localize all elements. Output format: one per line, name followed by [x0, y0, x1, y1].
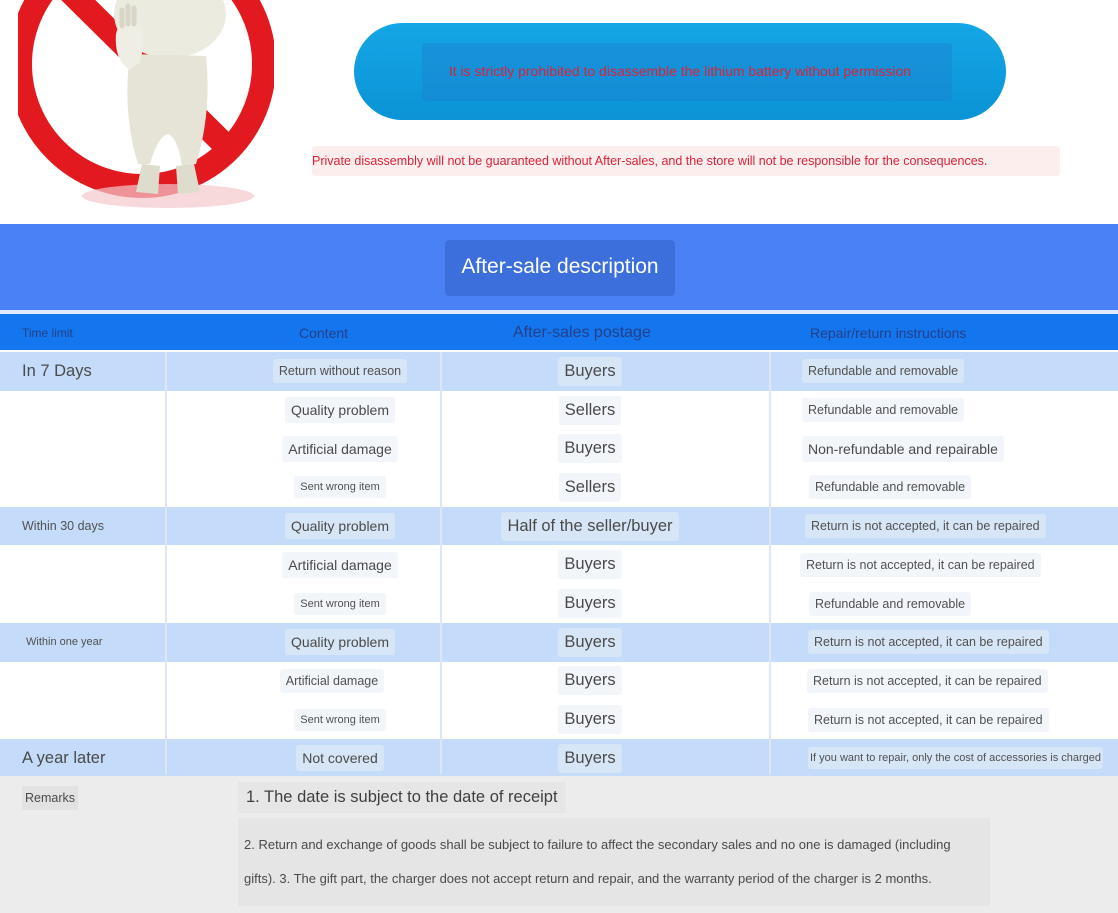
col-postage: After-sales postage [513, 324, 651, 341]
repair-cell: Non-refundable and repairable [802, 436, 1004, 462]
content-cell: Quality problem [285, 513, 395, 539]
postage-cell: Half of the seller/buyer [501, 512, 678, 541]
content-cell: Quality problem [285, 397, 395, 423]
remark-line-2: 2. Return and exchange of goods shall be subject to failure to affect the secondary sales and no one is damaged (including gifts). 3. The gift part, the charger does not accept return and repair, and the warranty period of the charger is 2 months. [238, 818, 990, 906]
col-content: Content [299, 325, 349, 341]
table-row [0, 623, 1118, 662]
content-cell: Quality problem [285, 629, 395, 655]
table-row [0, 584, 1118, 623]
table-row [0, 546, 1118, 585]
repair-cell: Refundable and removable [809, 592, 971, 616]
period-cell: Within one year [26, 636, 103, 649]
postage-cell: Buyers [558, 744, 621, 773]
content-cell: Artificial damage [282, 436, 398, 462]
column-divider [769, 352, 771, 774]
postage-cell: Buyers [558, 434, 621, 463]
postage-cell: Sellers [559, 396, 621, 425]
repair-cell: Return is not accepted, it can be repaired [805, 514, 1046, 538]
table-row [0, 391, 1118, 430]
prohibited-sign-icon [18, 0, 274, 210]
col-time-limit: Time limit [22, 326, 73, 340]
table-row [0, 739, 1118, 778]
table-header [0, 314, 1118, 350]
repair-cell: Return is not accepted, it can be repaired [800, 553, 1041, 577]
repair-cell: Return is not accepted, it can be repaired [808, 708, 1049, 732]
period-cell: Within 30 days [22, 519, 104, 534]
content-cell: Sent wrong item [294, 709, 385, 731]
disassembly-note: Private disassembly will not be guaranteed without After-sales, and the store will not be responsible for the consequences. [312, 146, 1060, 176]
table-row [0, 429, 1118, 468]
column-divider [165, 352, 167, 774]
column-divider [440, 352, 442, 774]
repair-cell: Refundable and removable [809, 475, 971, 499]
period-cell: A year later [22, 748, 106, 767]
warning-headline: It is strictly prohibited to disassemble the lithium battery without permission [448, 62, 912, 79]
remarks-label: Remarks [22, 786, 78, 810]
table-row [0, 468, 1118, 507]
repair-cell: Refundable and removable [802, 359, 964, 383]
postage-cell: Buyers [558, 589, 621, 618]
content-cell: Artificial damage [280, 669, 384, 693]
table-row [0, 507, 1118, 546]
col-repair: Repair/return instructions [810, 325, 967, 341]
page-title: After-sale description [445, 240, 675, 296]
content-cell: Not covered [296, 745, 383, 771]
warning-section [0, 0, 1118, 222]
after-sale-banner [0, 224, 1118, 310]
content-cell: Return without reason [273, 359, 407, 383]
postage-cell: Buyers [558, 666, 621, 695]
remark-line-1: 1. The date is subject to the date of receipt [238, 782, 566, 813]
content-cell: Sent wrong item [294, 593, 385, 615]
repair-cell: Return is not accepted, it can be repaired [807, 669, 1048, 693]
postage-cell: Buyers [558, 628, 621, 657]
content-cell: Sent wrong item [294, 476, 385, 498]
postage-cell: Buyers [558, 705, 621, 734]
repair-cell: Refundable and removable [802, 398, 964, 422]
postage-cell: Buyers [558, 357, 621, 386]
table-row [0, 662, 1118, 701]
repair-cell: If you want to repair, only the cost of accessories is charged [808, 747, 1103, 769]
remarks-section [0, 776, 1118, 913]
table-row [0, 700, 1118, 739]
repair-cell: Return is not accepted, it can be repaired [808, 630, 1049, 654]
postage-cell: Sellers [559, 473, 621, 502]
content-cell: Artificial damage [282, 552, 398, 578]
warning-pill [354, 23, 1006, 120]
period-cell: In 7 Days [22, 361, 92, 380]
postage-cell: Buyers [558, 550, 621, 579]
table-row [0, 352, 1118, 391]
